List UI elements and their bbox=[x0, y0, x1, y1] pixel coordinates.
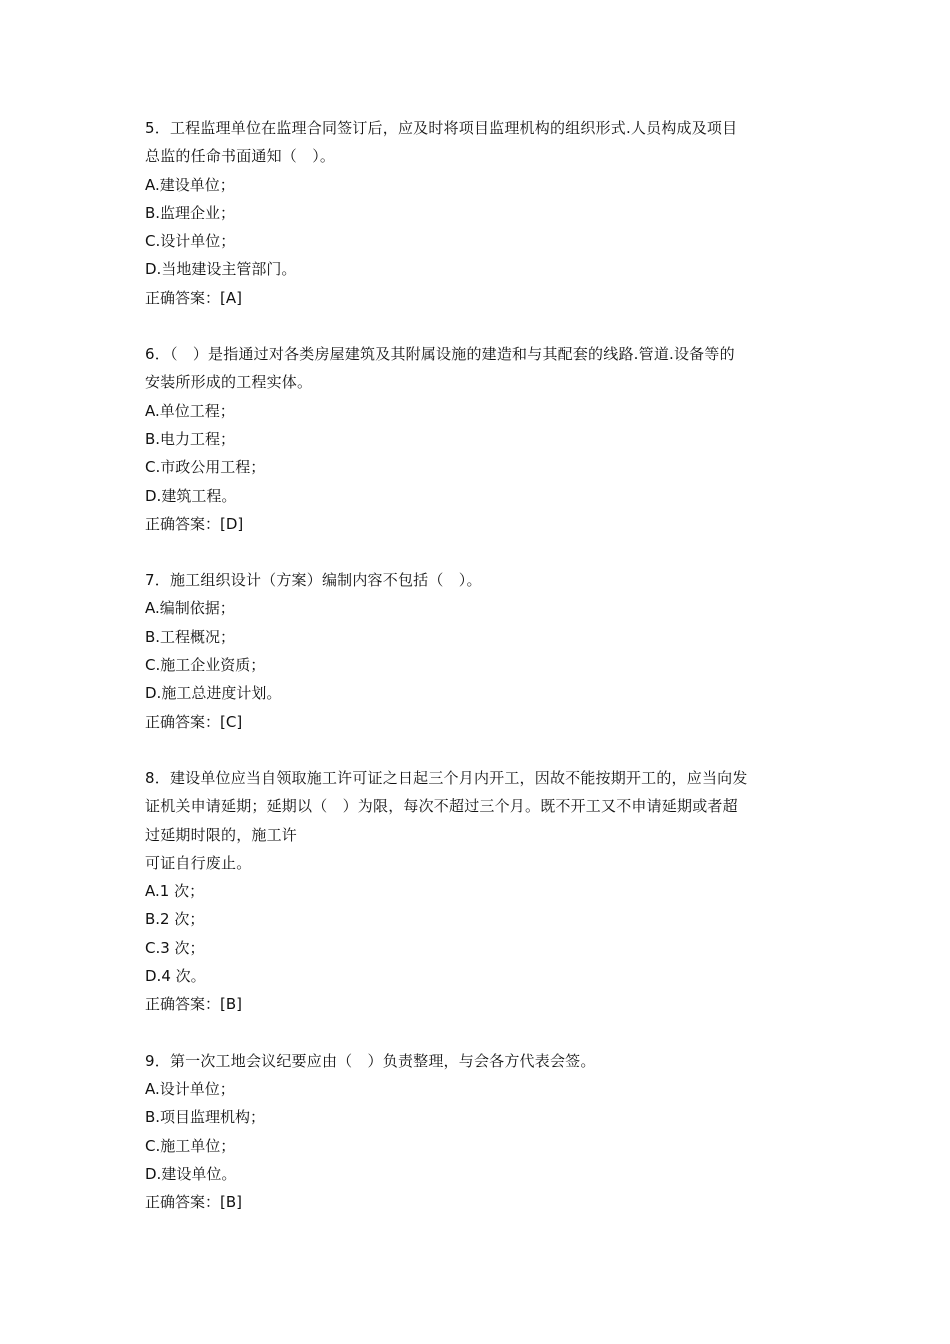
stem-line: 6．（ ）是指通过对各类房屋建筑及其附属设施的建造和与其配套的线路.管道.设备等的 bbox=[145, 345, 735, 364]
option-d: D.建筑工程。 bbox=[145, 486, 237, 505]
option-c: C.施工企业资质； bbox=[145, 656, 266, 675]
stem-line: 总监的任命书面通知（ ）。 bbox=[145, 147, 336, 166]
correct-answer: 正确答案：[C] bbox=[145, 712, 243, 731]
question-6 bbox=[145, 340, 810, 538]
option-b: B.项目监理机构； bbox=[145, 1108, 266, 1127]
option-d: D.4 次。 bbox=[145, 967, 206, 986]
option-a: A.1 次； bbox=[145, 882, 205, 901]
option-a: A.设计单位； bbox=[145, 1079, 235, 1098]
option-b: B.电力工程； bbox=[145, 429, 236, 448]
stem-line: 过延期时限的，施工许 bbox=[145, 825, 298, 844]
option-a: A.编制依据； bbox=[145, 599, 235, 618]
question-stem bbox=[145, 340, 810, 397]
stem-line: 安装所形成的工程实体。 bbox=[145, 373, 313, 392]
stem-line: 7．施工组织设计（方案）编制内容不包括（ ）。 bbox=[145, 571, 482, 590]
option-a: A.建设单位； bbox=[145, 175, 235, 194]
question-8 bbox=[145, 764, 810, 1019]
stem-line: 8．建设单位应当自领取施工许可证之日起三个月内开工，因故不能按期开工的，应当向发 bbox=[145, 768, 748, 787]
correct-answer: 正确答案：[B] bbox=[145, 995, 242, 1014]
document-page bbox=[145, 114, 810, 1244]
option-b: B.2 次； bbox=[145, 910, 205, 929]
question-stem bbox=[145, 566, 810, 594]
option-b: B.监理企业； bbox=[145, 203, 236, 222]
question-5 bbox=[145, 114, 810, 312]
option-d: D.建设单位。 bbox=[145, 1164, 237, 1183]
option-b: B.工程概况； bbox=[145, 627, 236, 646]
option-d: D.施工总进度计划。 bbox=[145, 684, 282, 703]
stem-line: 可证自行废止。 bbox=[145, 853, 252, 872]
stem-line: 9．第一次工地会议纪要应由（ ）负责整理，与会各方代表会签。 bbox=[145, 1051, 596, 1070]
option-c: C.市政公用工程； bbox=[145, 458, 266, 477]
option-c: C.施工单位； bbox=[145, 1136, 236, 1155]
correct-answer: 正确答案：[B] bbox=[145, 1193, 242, 1212]
option-d: D.当地建设主管部门。 bbox=[145, 260, 297, 279]
option-c: C.设计单位； bbox=[145, 232, 236, 251]
question-7 bbox=[145, 566, 810, 736]
question-stem bbox=[145, 1047, 810, 1075]
question-9 bbox=[145, 1047, 810, 1217]
stem-line: 证机关申请延期；延期以（ ）为限，每次不超过三个月。既不开工又不申请延期或者超 bbox=[145, 797, 738, 816]
option-c: C.3 次； bbox=[145, 938, 205, 957]
stem-line: 5．工程监理单位在监理合同签订后，应及时将项目监理机构的组织形式.人员构成及项目 bbox=[145, 119, 738, 137]
question-stem bbox=[145, 114, 810, 171]
correct-answer: 正确答案：[D] bbox=[145, 514, 244, 533]
correct-answer: 正确答案：[A] bbox=[145, 288, 242, 307]
option-a: A.单位工程； bbox=[145, 401, 235, 420]
question-stem bbox=[145, 764, 810, 877]
